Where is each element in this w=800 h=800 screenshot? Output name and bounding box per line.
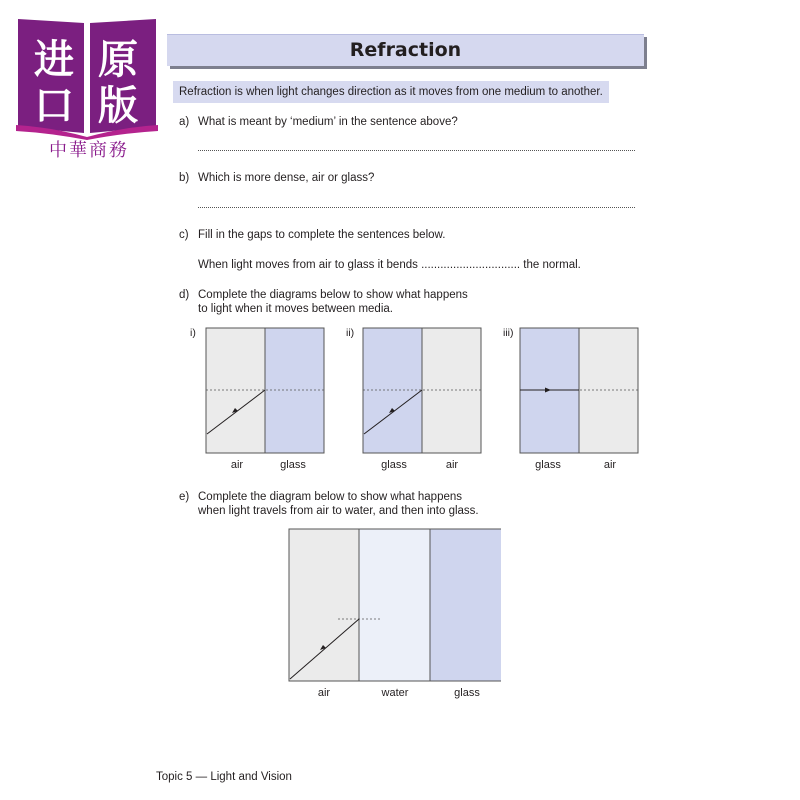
question-a-letter: a) (179, 116, 190, 128)
answer-line-b[interactable] (198, 207, 635, 208)
diagram-ii-numeral: ii) (346, 327, 355, 339)
question-a-text: What is meant by ‘medium’ in the sentence above? (198, 116, 458, 128)
logo-char-3: 口 (34, 83, 74, 129)
diagram-iii-right-label: air (603, 459, 617, 471)
question-c-text: Fill in the gaps to complete the sentences below. (198, 229, 446, 241)
diagram-ii[interactable] (362, 327, 482, 454)
intro-box: Refraction is when light changes direction as it moves from one medium to another. (173, 81, 609, 103)
question-d-line1: Complete the diagrams below to show what happens (198, 289, 468, 301)
diagram-e-label-water: water (381, 687, 409, 699)
diagram-i-numeral: i) (190, 327, 196, 339)
diagram-i[interactable] (205, 327, 325, 454)
question-e-letter: e) (179, 491, 190, 503)
logo-char-2: 原 (98, 37, 138, 83)
page-title: Refraction (349, 39, 462, 61)
diagram-ii-left-label: glass (381, 459, 407, 471)
diagram-ii-right-label: air (445, 459, 459, 471)
diagram-e[interactable] (288, 528, 502, 682)
question-c-sentence[interactable]: When light moves from air to glass it bends ............................... the normal. (198, 259, 581, 271)
page-footer: Topic 5 — Light and Vision (156, 771, 292, 783)
title-bar (167, 34, 644, 66)
diagram-i-right-label: glass (280, 459, 306, 471)
answer-line-a[interactable] (198, 150, 635, 151)
diagram-e-label-air: air (317, 687, 331, 699)
diagram-iii[interactable] (519, 327, 639, 454)
question-e-line1: Complete the diagram below to show what happens (198, 491, 463, 503)
question-b-letter: b) (179, 172, 190, 184)
question-b-text: Which is more dense, air or glass? (198, 172, 375, 184)
diagram-iii-left-label: glass (535, 459, 561, 471)
logo-subtitle: 中華商務 (49, 140, 129, 161)
publisher-logo (14, 15, 160, 140)
diagram-i-left-label: air (230, 459, 244, 471)
logo-char-1: 进 (34, 37, 74, 83)
question-d-letter: d) (179, 289, 190, 301)
diagram-iii-numeral: iii) (503, 327, 514, 339)
diagram-e-label-glass: glass (454, 687, 480, 699)
logo-char-4: 版 (98, 83, 138, 129)
question-d-line2: to light when it moves between media. (198, 303, 393, 315)
question-c-letter: c) (179, 229, 189, 241)
question-e-line2: when light travels from air to water, and then into glass. (198, 505, 479, 517)
